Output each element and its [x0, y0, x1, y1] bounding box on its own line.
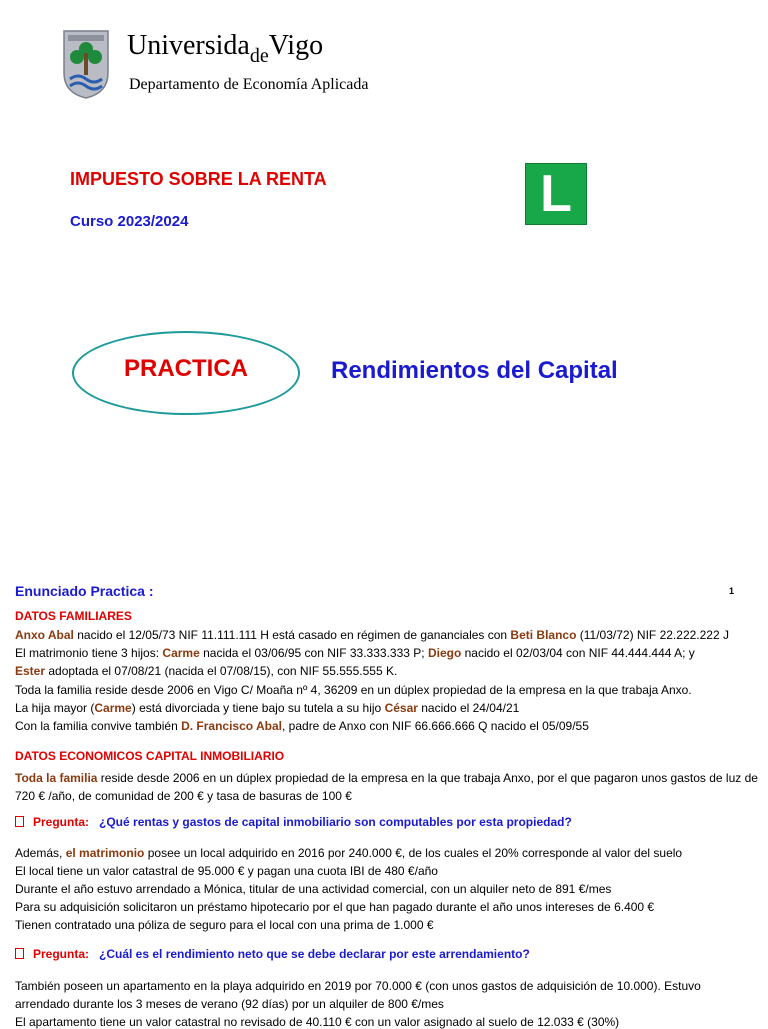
question-2: Pregunta: ¿Cuál es el rendimiento neto que se debe declarar por este arrendamiento?	[15, 947, 530, 961]
document-title: IMPUESTO SOBRE LA RENTA	[70, 169, 327, 189]
question-checkbox-icon	[15, 816, 24, 827]
statement-heading: Enunciado Practica :	[15, 583, 154, 599]
text-line: Además, el matrimonio posee un local adquirido en 2016 por 240.000 €, de los cuales el 20% corresponde al valor del suelo	[15, 846, 683, 860]
text-line: 720 € /año, de comunidad de 200 € y tasa de basuras de 100 €	[15, 789, 352, 803]
university-name: Universida$_{de}$Vigo	[127, 30, 324, 67]
question-1: Pregunta: ¿Qué rentas y gastos de capital inmobiliario son computables por esta propiedad?	[15, 815, 572, 829]
text-line: Ester adoptada el 07/08/21 (nacida el 07/08/15), con NIF 55.555.555 K.	[15, 664, 398, 678]
text-line: Toda la familia reside desde 2006 en Vigo C/ Moaña nº 4, 36209 en un dúplex propiedad de la empresa en la que trabaja Anxo.	[15, 683, 692, 697]
text-line: La hija mayor (Carme) está divorciada y tiene bajo su tutela a su hijo César nacido el 24/04/21	[15, 701, 520, 715]
university-shield-logo	[62, 27, 110, 99]
question-checkbox-icon	[15, 948, 24, 959]
text-line: Toda la familia reside desde 2006 en un dúplex propiedad de la empresa en la que trabaja Anxo, por el que pagaron unos gastos de luz de	[15, 771, 758, 785]
text-line: El local tiene un valor catastral de 95.000 € y pagan una cuota IBI de 480 €/año	[15, 864, 438, 878]
text-line: Anxo Abal nacido el 12/05/73 NIF 11.111.111 H está casado en régimen de gananciales con Beti Blanco (11/03/72) NIF 22.222.222 J	[15, 628, 729, 642]
text-line: Durante el año estuvo arrendado a Mónica, titular de una actividad comercial, con un alquiler neto de 891 €/mes	[15, 882, 612, 896]
page-number: 1	[729, 586, 735, 596]
text-line: Con la familia convive también D. Francisco Abal, padre de Anxo con NIF 66.666.666 Q nacido el 05/09/55	[15, 719, 589, 733]
text-line: Tienen contratado una póliza de seguro para el local con una prima de 1.000 €	[15, 918, 434, 932]
text-line: Para su adquisición solicitaron un préstamo hipotecario por el que han pagado durante el año unos intereses de 6.400 €	[15, 900, 655, 914]
text-line: También poseen un apartamento en la playa adquirido en 2019 por 70.000 € (con unos gastos de adquisición de 10.000). Estuvo	[15, 979, 701, 993]
text-line: arrendado durante los 3 meses de verano (92 días) por un alquiler de 800 €/mes	[15, 997, 444, 1011]
department-name: Departamento de Economía Aplicada	[129, 76, 369, 93]
practica-label: PRACTICA	[124, 355, 248, 382]
section-heading-familiares: DATOS FAMILIARES	[15, 609, 132, 623]
section-heading-inmobiliario: DATOS ECONOMICOS CAPITAL INMOBILIARIO	[15, 749, 285, 763]
practice-topic: Rendimientos del Capital	[331, 357, 618, 384]
text-line: El apartamento tiene un valor catastral no revisado de 40.110 € con un valor asignado al suelo de 12.033 € (30%)	[15, 1015, 620, 1029]
level-badge-icon: L	[525, 163, 587, 225]
course-year: Curso 2023/2024	[70, 213, 189, 230]
text-line: El matrimonio tiene 3 hijos: Carme nacida el 03/06/95 con NIF 33.333.333 P; Diego nacido el 02/03/04 con NIF 44.444.444 A; y	[15, 646, 695, 660]
